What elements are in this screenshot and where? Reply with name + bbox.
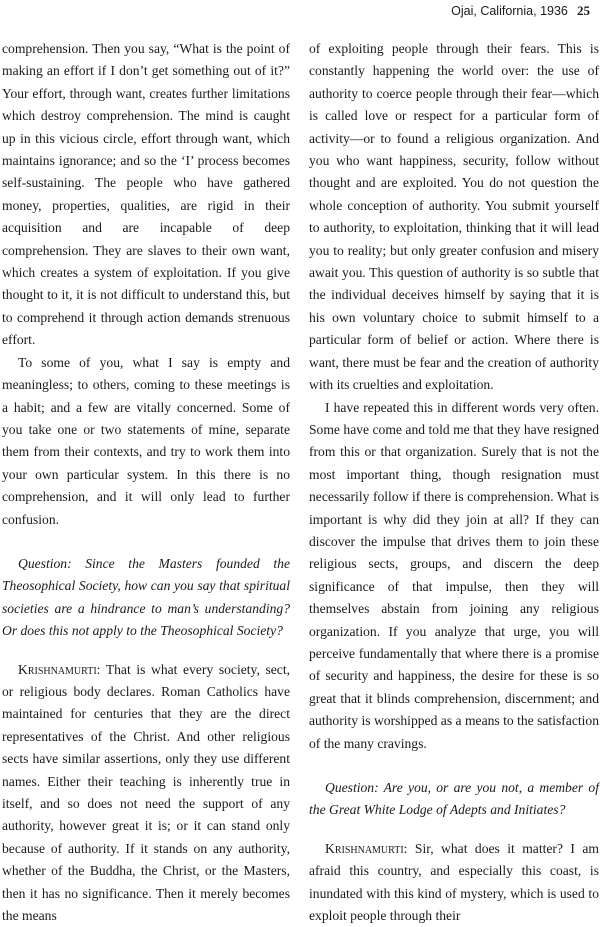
question: Question: Since the Masters founded the Theosophical Society, how can you say that spiritual societies are a hindrance to man’s understanding? Or does this not apply to the Theosophical Society? [2,555,290,639]
paragraph: of exploiting people through their fears. This is constantly happening the world over: the use of authority to coerce people through their fear—which is called love or respect for a particular form of activity—or to found a religious organization. And you who want happiness, security, follow without thought and are exploited. You do not question the whole conception of authority. You submit yourself to authority, to exploitation, thinking that it will lead you to reality; but only greater confusion and misery await you. This question of authority is so subtle that the individual deceives himself by saying that it is his own voluntary choice to submit himself to a particular form of belief or action. Where there is want, there must be fear and the creation of authority with its cruelties and exploitation. [309,41,599,393]
answer-text: Sir, what does it matter? I am afraid this country, and especially this coast, is inundated with this kind of mystery, which is used to exploit people through their [309,840,599,924]
header-place: Ojai, California, 1936 [451,4,568,18]
right-column [309,38,599,927]
speaker-label: Krishnamurti: [325,840,408,856]
paragraph: comprehension. Then you say, “What is the point of making an effort if I don’t get something out of it?” Your effort, through want, creates further limitations which destroy comprehension. The mind is caught up in this vicious circle, effort through want, which maintains ignorance; and so the ‘I’ process becomes self-sustaining. The people who have gathered money, properties, qualities, are rigid in their acquisition and are incapable of deep comprehension. They are slaves to their own want, which creates a system of exploitation. If you give thought to it, it is not difficult to understand this, but to comprehend it through action demands strenuous effort. [2,41,290,348]
paragraph: To some of you, what I say is empty and meaningless; to others, coming to these meetings is a habit; and a few are vitally concerned. Some of you take one or two statements of mine, separate them from their contexts, and try to work them into your own particular system. In this there is no comprehension, and it will only lead to further confusion. [2,354,290,527]
answer-text: That is what every society, sect, or religious body declares. Roman Catholics have maintained for centuries that they are the direct representatives of the Christ. And other religious sects have similar assertions, only they use different names. Either their teaching is inherently true in itself, and so does not need the support of any authority, however great it is; or it can stand only because of authority. If it stands on any authority, whether of the Buddha, the Christ, or the Masters, then it has no significance. Then it merely becomes the means [2,661,291,924]
answer-paragraph [2,659,290,927]
page-number: 25 [577,3,590,18]
left-column [2,38,290,927]
running-header [451,3,590,19]
speaker-label: Krishnamurti: [18,661,101,677]
question: Question: Are you, or are you not, a member of the Great White Lodge of Adepts and Initiates? [309,780,599,818]
answer-paragraph [309,838,599,927]
paragraph: I have repeated this in different words very often. Some have come and told me that they have resigned from this or that organization. Surely that is not the most important thing, though resignation must necessarily follow if there is comprehension. What is important is why did they join at all? If they can discover the impulse that drives them to join these religious sects, groups, and discern the deep significance of that impulse, then they will themselves abstain from joining any religious organization. If you analyze that urge, you will perceive fundamentally that where there is a promise of security and happiness, the desire for these is so great that it blinds comprehension, discernment; and authority is worshipped as a means to the satisfaction of the many cravings. [309,399,599,751]
